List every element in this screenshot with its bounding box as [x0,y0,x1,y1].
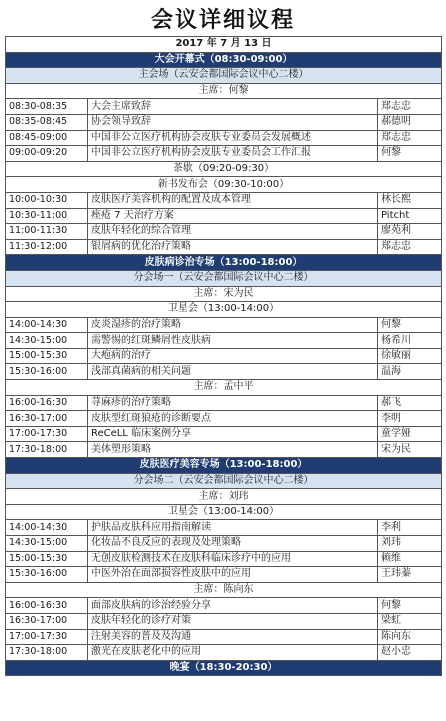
session-banner [6,52,442,68]
session-speaker: 赖维 [378,551,442,567]
chair-row [6,489,442,505]
agenda-item-row [6,317,442,333]
session-topic: 注射美容的普及及沟通 [88,629,378,645]
agenda-item-row [6,411,442,427]
page-title: 会议详细议程 [150,8,295,33]
session-time: 16:30-17:00 [6,411,88,427]
session-time: 11:00-11:30 [6,224,88,240]
agenda-item-row [6,567,442,583]
session-speaker: 李明 [378,411,442,427]
session-topic: 面部皮肤病的诊治经验分享 [88,598,378,614]
agenda-item-row [6,130,442,146]
agenda-item-row [6,442,442,458]
session-time: 17:00-17:30 [6,629,88,645]
chair-row-text: 主席：何黎 [6,83,442,99]
agenda-item-row [6,239,442,255]
session-time: 17:00-17:30 [6,426,88,442]
subsession-row-text: 卫星会（13:00-14:00） [6,302,442,318]
agenda-item-row [6,208,442,224]
session-time: 15:30-16:00 [6,364,88,380]
session-time: 15:00-15:30 [6,348,88,364]
venue-row [6,473,442,489]
agenda-item-row [6,598,442,614]
session-topic: 浅部真菌病的相关问题 [88,364,378,380]
session-speaker: Pitcht [378,208,442,224]
session-time: 17:30-18:00 [6,645,88,661]
agenda-item-row [6,192,442,208]
chair-row [6,582,442,598]
session-speaker: 徐敏丽 [378,348,442,364]
agenda-item-row [6,426,442,442]
agenda-item-row [6,613,442,629]
session-topic: 荨麻疹的治疗策略 [88,395,378,411]
chair-row-text: 主席：陈向东 [6,582,442,598]
chair-row-text: 主席：刘玮 [6,489,442,505]
agenda-item-row [6,114,442,130]
session-banner [6,660,442,676]
subsession-row-text: 卫星会（13:00-14:00） [6,504,442,520]
session-time: 10:00-10:30 [6,192,88,208]
session-time: 14:30-15:00 [6,333,88,349]
session-speaker: 何黎 [378,598,442,614]
agenda-item-row [6,551,442,567]
session-speaker: 郝飞 [378,395,442,411]
session-time: 10:30-11:00 [6,208,88,224]
session-time: 09:00-09:20 [6,146,88,162]
session-time: 16:00-16:30 [6,598,88,614]
agenda-item-row [6,520,442,536]
session-speaker: 郝德明 [378,114,442,130]
session-banner [6,255,442,271]
session-speaker: 廖苑利 [378,224,442,240]
session-speaker: 赵小忠 [378,645,442,661]
session-speaker: 宋为民 [378,442,442,458]
subsession-row-text: 茶歇（09:20-09:30） [6,161,442,177]
session-topic: 皮炎湿疹的治疗策略 [88,317,378,333]
chair-row-text: 主席：孟中平 [6,380,442,396]
agenda-date: 2017 年 7 月 13 日 [6,37,442,53]
chair-row [6,286,442,302]
session-time: 17:30-18:00 [6,442,88,458]
subsession-row-text: 新书发布会（09:30-10:00） [6,177,442,193]
session-topic: 皮肤年轻化的诊疗对策 [88,613,378,629]
session-time: 14:00-14:30 [6,520,88,536]
session-time: 08:30-08:35 [6,99,88,115]
venue-row-text: 分会场一（云安会都国际会议中心二楼） [6,270,442,286]
venue-row [6,270,442,286]
session-topic: 中国非公立医疗机构协会皮肤专业委员会工作汇报 [88,146,378,162]
agenda-table [5,36,442,676]
session-topic: 痤疮 7 天治疗方案 [88,208,378,224]
session-speaker: 林长熙 [378,192,442,208]
session-time: 14:00-14:30 [6,317,88,333]
agenda-item-row [6,146,442,162]
session-speaker: 陈向东 [378,629,442,645]
session-speaker: 杨希川 [378,333,442,349]
session-speaker: 郑志忠 [378,99,442,115]
agenda-item-row [6,395,442,411]
subsession-row [6,504,442,520]
session-speaker: 王玮蓁 [378,567,442,583]
session-topic: 激光在皮肤老化中的应用 [88,645,378,661]
session-speaker: 何黎 [378,146,442,162]
session-time: 14:30-15:00 [6,536,88,552]
session-speaker: 梁虹 [378,613,442,629]
agenda-item-row [6,629,442,645]
session-topic: 中国非公立医疗机构协会皮肤专业委员会发展概述 [88,130,378,146]
session-topic: 需警惕的红斑鳞屑性皮肤病 [88,333,378,349]
session-topic: 中医外治在面部损容性皮肤中的应用 [88,567,378,583]
session-time: 15:00-15:30 [6,551,88,567]
session-topic: 大会主席致辞 [88,99,378,115]
session-time: 11:30-12:00 [6,239,88,255]
session-speaker: 何黎 [378,317,442,333]
chair-row-text: 主席：宋为民 [6,286,442,302]
subsession-row [6,161,442,177]
subsession-row [6,302,442,318]
session-topic: 大疱病的治疗 [88,348,378,364]
venue-row [6,68,442,84]
session-speaker: 童学娅 [378,426,442,442]
agenda-item-row [6,536,442,552]
session-banner [6,458,442,474]
session-time: 08:35-08:45 [6,114,88,130]
session-topic: 皮肤型红斑狼疮的诊断要点 [88,411,378,427]
agenda-item-row [6,364,442,380]
session-topic: 无创皮肤检测技术在皮肤科临床诊疗中的应用 [88,551,378,567]
session-time: 16:30-17:00 [6,613,88,629]
session-speaker: 刘玮 [378,536,442,552]
venue-row-text: 主会场（云安会都国际会议中心二楼） [6,68,442,84]
session-banner-text: 大会开幕式（08:30-09:00） [6,52,442,68]
session-speaker: 温海 [378,364,442,380]
chair-row [6,83,442,99]
session-topic: ReCeLL 临床案例分享 [88,426,378,442]
session-time: 16:00-16:30 [6,395,88,411]
date-row [6,37,442,53]
session-topic: 皮肤年轻化的综合管理 [88,224,378,240]
session-topic: 协会领导致辞 [88,114,378,130]
agenda-item-row [6,645,442,661]
session-speaker: 李利 [378,520,442,536]
session-speaker: 郑志忠 [378,239,442,255]
agenda-item-row [6,333,442,349]
session-banner-text: 晚宴（18:30-20:30） [6,660,442,676]
session-banner-text: 皮肤医疗美容专场（13:00-18:00） [6,458,442,474]
session-topic: 化妆品不良反应的表现及处理策略 [88,536,378,552]
subsession-row [6,177,442,193]
session-speaker: 郑志忠 [378,130,442,146]
session-topic: 护肤品皮肤科应用指南解读 [88,520,378,536]
venue-row-text: 分会场二（云安会都国际会议中心二楼） [6,473,442,489]
agenda-item-row [6,348,442,364]
session-banner-text: 皮肤病诊治专场（13:00-18:00） [6,255,442,271]
session-time: 08:45-09:00 [6,130,88,146]
session-time: 15:30-16:00 [6,567,88,583]
agenda-item-row [6,99,442,115]
chair-row [6,380,442,396]
session-topic: 银屑病的优化治疗策略 [88,239,378,255]
session-topic: 美体塑形策略 [88,442,378,458]
session-topic: 皮肤医疗美容机构的配置及成本管理 [88,192,378,208]
agenda-item-row [6,224,442,240]
